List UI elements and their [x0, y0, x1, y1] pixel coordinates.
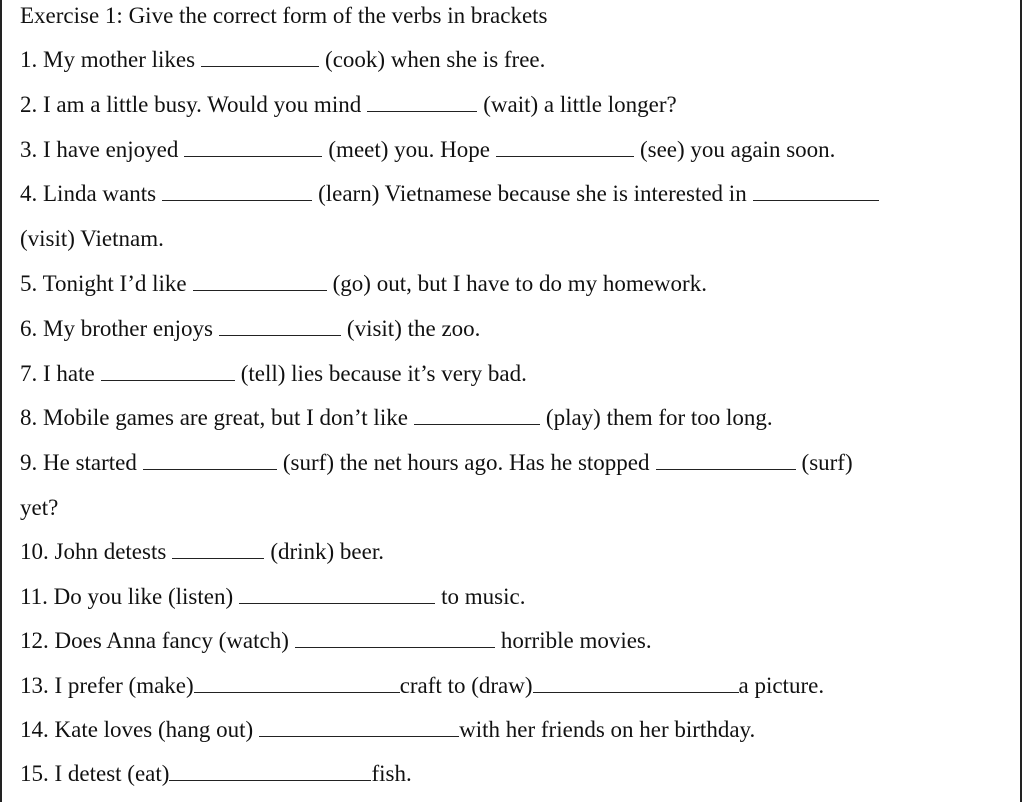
q4-blank-2[interactable] [753, 180, 879, 201]
q8-text-b: (play) them for too long. [545, 405, 773, 430]
q1-text-a: 1. My mother likes [20, 47, 196, 72]
q14-blank-1[interactable] [259, 716, 459, 737]
q7-text-a: 7. I hate [20, 361, 95, 386]
q4-blank-1[interactable] [162, 180, 312, 201]
q3-text-b: (meet) you. Hope [328, 137, 490, 162]
q12-blank-1[interactable] [295, 627, 495, 648]
q9-text-c: (surf) [801, 450, 853, 475]
q2-text-b: (wait) a little longer? [483, 92, 677, 117]
q6-blank-1[interactable] [219, 315, 341, 336]
question-4-cont: (visit) Vietnam. [20, 226, 164, 251]
question-9 [20, 449, 853, 477]
q13-blank-1[interactable] [194, 672, 400, 693]
q10-blank-1[interactable] [172, 538, 264, 559]
q1-blank-1[interactable] [201, 46, 319, 67]
q6-text-b: (visit) the zoo. [346, 316, 481, 341]
question-11 [20, 583, 526, 611]
exercise-title: Exercise 1: Give the correct form of the verbs in brackets [20, 3, 548, 28]
q13-text-c: a picture. [738, 673, 825, 698]
q3-blank-1[interactable] [184, 136, 322, 157]
q5-text-b: (go) out, but I have to do my homework. [332, 271, 707, 296]
q12-text-b: horrible movies. [500, 628, 652, 653]
q4-text-b: (learn) Vietnamese because she is interested in [318, 181, 747, 206]
q6-text-a: 6. My brother enjoys [20, 316, 213, 341]
q15-text-a: 15. I detest (eat) [20, 761, 170, 786]
q9-blank-2[interactable] [656, 449, 796, 470]
q7-text-b: (tell) lies because it’s very bad. [240, 361, 527, 386]
question-14 [20, 716, 755, 744]
q14-text-b: with her friends on her birthday. [459, 717, 756, 742]
q10-text-a: 10. John detests [20, 539, 167, 564]
q8-text-a: 8. Mobile games are great, but I don’t like [20, 405, 408, 430]
q12-text-a: 12. Does Anna fancy (watch) [20, 628, 289, 653]
q9-blank-1[interactable] [143, 449, 277, 470]
question-9-cont: yet? [20, 495, 59, 520]
q13-text-a: 13. I prefer (make) [20, 673, 194, 698]
question-3 [20, 136, 835, 164]
q3-text-c: (see) you again soon. [639, 137, 836, 162]
question-2 [20, 91, 677, 119]
q5-blank-1[interactable] [193, 270, 327, 291]
question-12 [20, 627, 652, 655]
question-15 [20, 760, 412, 788]
q15-text-b: fish. [371, 761, 412, 786]
question-13 [20, 672, 824, 700]
q3-blank-2[interactable] [496, 136, 634, 157]
q9-text-b: (surf) the net hours ago. Has he stopped [282, 450, 650, 475]
q13-blank-2[interactable] [533, 672, 739, 693]
q8-blank-1[interactable] [414, 404, 540, 425]
q4-text-a: 4. Linda wants [20, 181, 157, 206]
question-1 [20, 46, 545, 74]
q14-text-a: 14. Kate loves (hang out) [20, 717, 254, 742]
q11-text-a: 11. Do you like (listen) [20, 584, 234, 609]
question-7 [20, 360, 527, 388]
q15-blank-1[interactable] [169, 760, 371, 781]
question-5 [20, 270, 707, 298]
q1-text-b: (cook) when she is free. [325, 47, 546, 72]
q11-blank-1[interactable] [239, 583, 435, 604]
question-4 [20, 180, 885, 208]
q13-text-b: craft to (draw) [399, 673, 533, 698]
q2-blank-1[interactable] [367, 91, 477, 112]
q10-text-b: (drink) beer. [270, 539, 384, 564]
question-6 [20, 315, 480, 343]
q9-text-a: 9. He started [20, 450, 137, 475]
question-8 [20, 404, 773, 432]
q3-text-a: 3. I have enjoyed [20, 137, 179, 162]
q7-blank-1[interactable] [101, 360, 235, 381]
q11-text-b: to music. [441, 584, 526, 609]
question-10 [20, 538, 384, 566]
q2-text-a: 2. I am a little busy. Would you mind [20, 92, 362, 117]
q5-text-a: 5. Tonight I’d like [20, 271, 187, 296]
